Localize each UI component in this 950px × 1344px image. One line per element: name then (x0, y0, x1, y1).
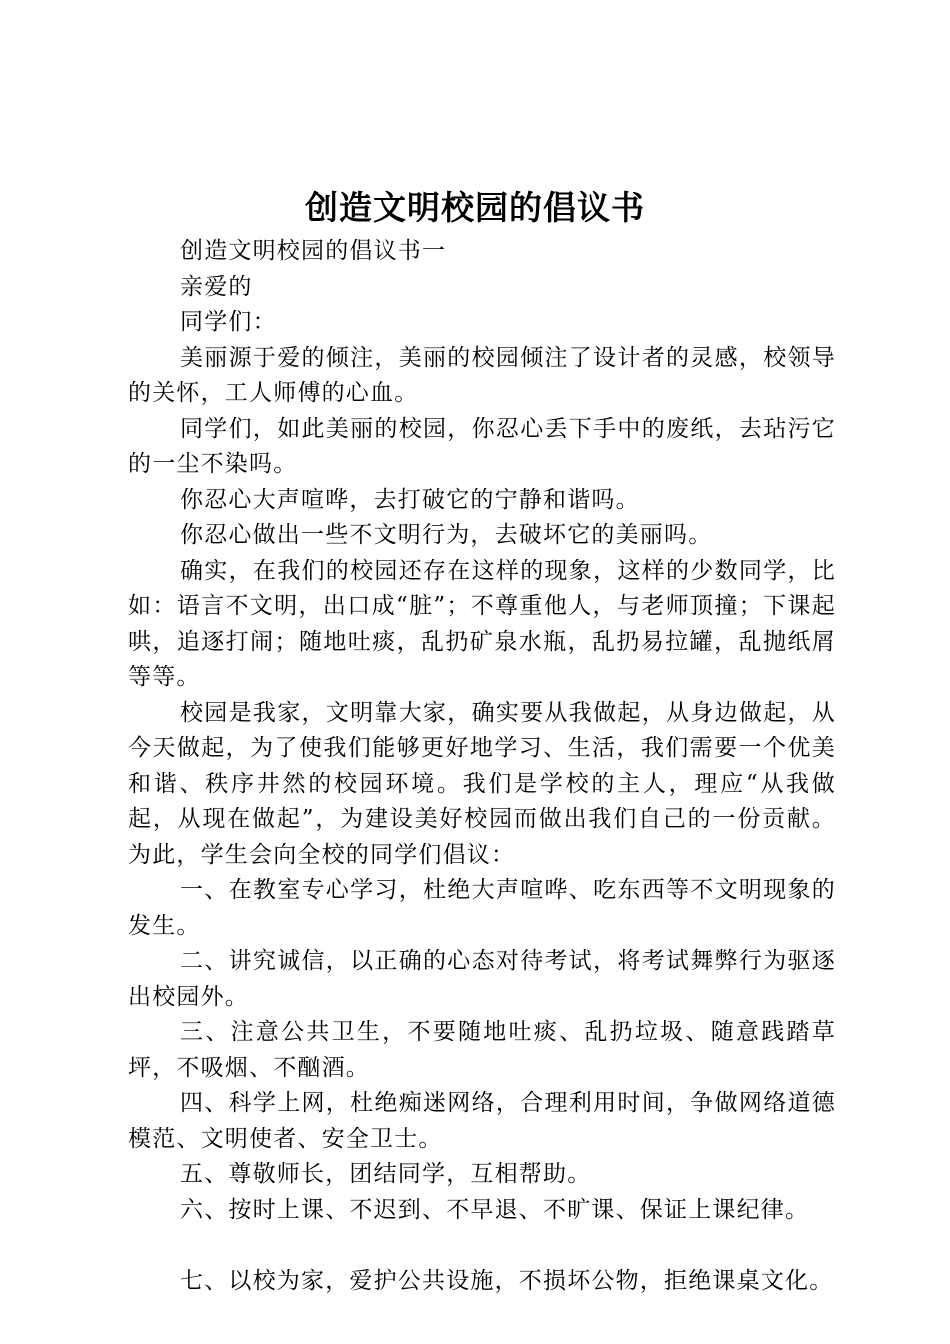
body-paragraph: 你忍心做出一些不文明行为，去破坏它的美丽吗。 (180, 522, 713, 548)
subtitle-paragraph: 创造文明校园的倡议书一 (180, 238, 447, 264)
proposal-item-2: 二、讲究诚信，以正确的心态对待考试，将考试舞弊行为驱逐出校园外。 (128, 948, 836, 1010)
salutation-line-1: 亲爱的 (180, 273, 253, 300)
proposal-item-7: 七、以校为家，爱护公共设施，不损坏公物，拒绝课桌文化。 (180, 1267, 834, 1294)
salutation-line-2: 同学们： (180, 309, 277, 335)
document-title: 创造文明校园的倡议书 (305, 188, 645, 227)
proposal-item-5: 五、尊敬师长，团结同学，互相帮助。 (180, 1161, 592, 1187)
proposal-item-1: 一、在教室专心学习，杜绝大声喧哗、吃东西等不文明现象的发生。 (128, 877, 836, 939)
body-paragraph: 校园是我家，文明靠大家，确实要从我做起，从身边做起，从今天做起，为了使我们能够更好地学习、生活，我们需要一个优美和谐、秩序井然的校园环境。我们是学校的主人，理应“从我做起，从现在做起”，为建设美好校园而做出我们自己的一份贡献。为此，学生会向全校的同学们倡议： (128, 699, 836, 868)
proposal-item-3: 三、注意公共卫生，不要随地吐痰、乱扔垃圾、随意践踏草坪，不吸烟、不酗酒。 (128, 1019, 836, 1081)
body-paragraph: 确实，在我们的校园还存在这样的现象，这样的少数同学，比如：语言不文明，出口成“脏”；不尊重他人，与老师顶撞；下课起哄，追逐打闹；随地吐痰，乱扔矿泉水瓶，乱扔易拉罐，乱抛纸屑等等。 (128, 557, 836, 690)
body-paragraph: 美丽源于爱的倾注，美丽的校园倾注了设计者的灵感，校领导的关怀，工人师傅的心血。 (128, 344, 836, 406)
proposal-item-4: 四、科学上网，杜绝痴迷网络，合理利用时间，争做网络道德模范、文明使者、安全卫士。 (128, 1090, 836, 1152)
document-body (128, 234, 836, 1299)
body-paragraph: 同学们，如此美丽的校园，你忍心丢下手中的废纸，去玷污它的一尘不染吗。 (128, 415, 836, 477)
proposal-item-6: 六、按时上课、不迟到、不早退、不旷课、保证上课纪律。 (180, 1196, 810, 1223)
body-paragraph: 你忍心大声喧哗，去打破它的宁静和谐吗。 (180, 486, 640, 513)
